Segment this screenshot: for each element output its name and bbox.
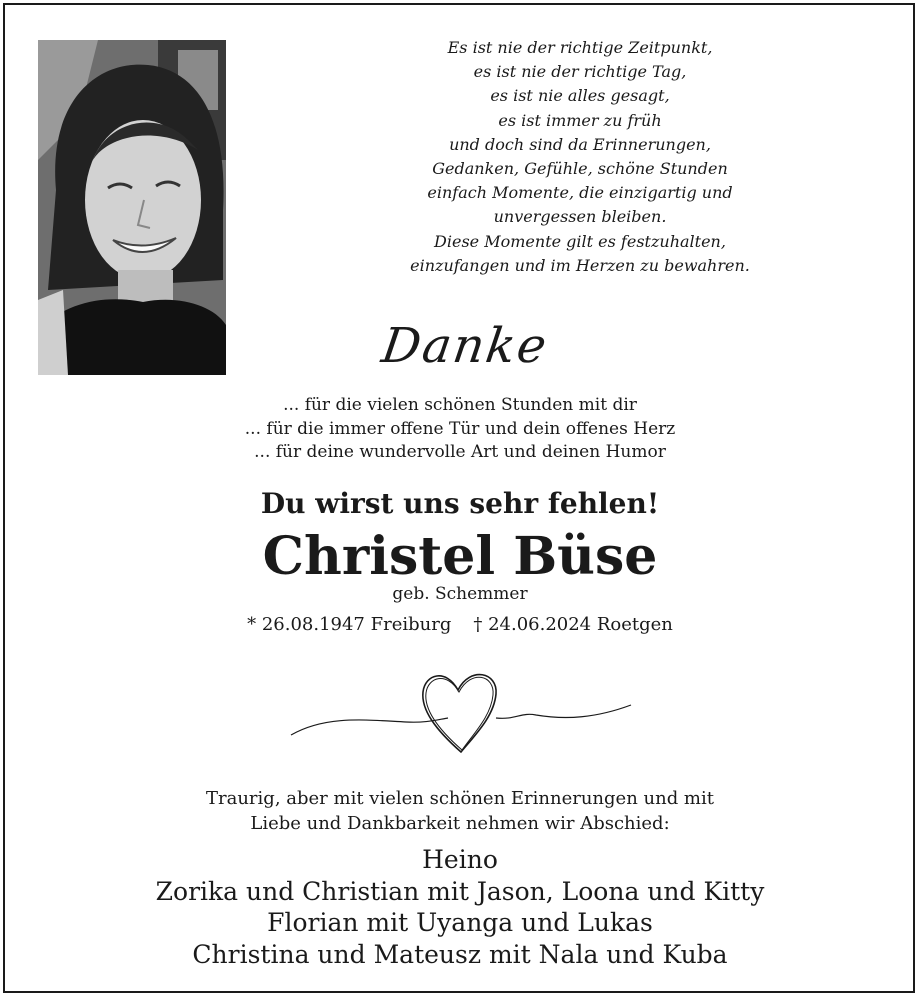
poem-line: es ist nie der richtige Tag,	[473, 62, 687, 82]
thanks-line: ... für die immer offene Tür und dein offenes Herz	[244, 418, 676, 439]
thanks-lines	[160, 394, 760, 465]
poem-line: es ist immer zu früh	[498, 110, 662, 130]
thanks-line: ... für die vielen schönen Stunden mit dir	[283, 395, 637, 415]
poem-line: Diese Momente gilt es festzuhalten,	[434, 231, 726, 251]
miss-message: Du wirst uns sehr fehlen!	[260, 487, 660, 520]
poem	[370, 36, 790, 278]
family-member: Christina und Mateusz mit Nala und Kuba	[192, 939, 728, 969]
deceased-name: Christel Büse	[262, 526, 658, 587]
farewell-intro	[110, 786, 810, 836]
portrait-photo	[38, 40, 226, 375]
intro-line: Liebe und Dankbarkeit nehmen wir Abschied:	[250, 813, 670, 834]
poem-line: unvergessen bleiben.	[493, 207, 667, 227]
family-member: Zorika und Christian mit Jason, Loona und Kitty	[155, 876, 765, 906]
danke-heading: Danke	[378, 318, 552, 374]
poem-line: einfach Momente, die einzigartig und	[427, 183, 733, 203]
family-member: Heino	[422, 845, 498, 874]
family-list	[60, 844, 860, 970]
intro-line: Traurig, aber mit vielen schönen Erinnerungen und mit	[206, 788, 714, 809]
poem-line: Gedanken, Gefühle, schöne Stunden	[432, 159, 728, 179]
poem-line: es ist nie alles gesagt,	[490, 86, 670, 106]
heart-line-icon	[286, 660, 636, 760]
family-member: Florian mit Uyanga und Lukas	[267, 908, 653, 937]
poem-line: einzufangen und im Herzen zu bewahren.	[410, 255, 750, 275]
life-dates	[160, 614, 760, 635]
birth-date: * 26.08.1947 Freiburg	[247, 614, 452, 635]
poem-line: und doch sind da Erinnerungen,	[449, 134, 711, 154]
born-name: geb. Schemmer	[392, 584, 528, 604]
death-date: † 24.06.2024 Roetgen	[473, 614, 673, 635]
poem-line: Es ist nie der richtige Zeitpunkt,	[447, 38, 713, 57]
thanks-line: ... für deine wundervolle Art und deinen Humor	[254, 442, 666, 462]
